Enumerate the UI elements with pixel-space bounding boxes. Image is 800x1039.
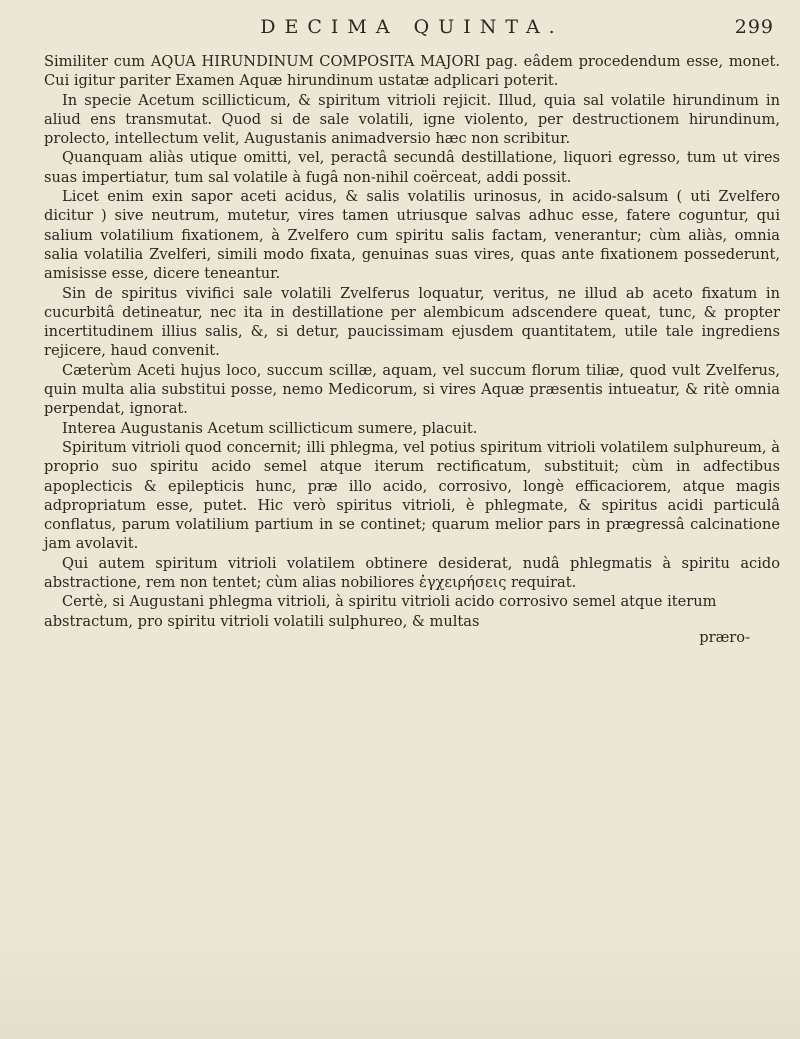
running-head: DECIMA QUINTA. [260,16,564,38]
page-number: 299 [734,16,774,38]
paragraph-4: Licet enim exin sapor aceti acidus, & salis volatilis urinosus, in acido-salsum ( uti Zvelfero dicitur ) sive neutrum, mutetur, vires tamen utriusque salvas adhuc esse, fatere coguntur, qui salium volatilium fixationem, à Zvelfero cum spiritu salis factam, venerantur; cùm aliàs, omnia salia volatilia Zvelferi, simili modo fixata, genuinas suas vires, quas ante fixationem possederunt, amisisse esse, dicere teneantur. [44,188,780,283]
paragraph-5: Sin de spiritus vivifici sale volatili Zvelferus loquatur, veritus, ne illud ab aceto fixatum in cucurbitâ detineatur, nec ita in destillatione per alembicum adscendere queat, tunc, & propter incertitudinem illius salis, &, si detur, paucissimam ejusdem quantitatem, utile tale ingrediens rejicere, haud convenit. [44,284,780,360]
paragraph-7: Interea Augustanis Acetum scillicticum sumere, placuit. [62,419,478,437]
page-header [44,0,780,52]
paragraph-9: Qui autem spiritum vitrioli volatilem obtinere desiderat, nudâ phlegmatis à spiritu acido abstractione, rem non tentet; cùm alias nobiliores ἐγχειρήσεις requirat. [44,554,780,592]
paragraph-8: Spiritum vitrioli quod concernit; illi phlegma, vel potius spiritum vitrioli volatilem sulphureum, à proprio suo spiritu acido semel atque iterum rectificatum, substituit; cùm in adfectibus apoplecticis & epilepticis hunc, præ illo acido, corrosivo, longè efficaciorem, atque magis adpropriatum esse, putet. Hic verò spiritus vitrioli, è phlegmate, & spiritus acidi particulâ conflatus, parum volatilium partium in se continet; quarum melior pars in prægressâ calcinatione jam avolavit. [44,438,780,553]
paragraph-2: In specie Acetum scillicticum, & spiritum vitrioli rejicit. Illud, quia sal volatile hirundinum in aliud ens transmutat. Quod si de sale volatili, igne violento, per destructionem hirundinum, prolecto, intellectum velit, Augustanis animadversio hæc non scribitur. [44,91,780,148]
paragraph-1: Similiter cum AQUA HIRUNDINUM COMPOSITA MAJORI pag. eâdem procedendum esse, monet. Cui igitur pariter Examen Aquæ hirundinum ustatæ adplicari poterit. [44,53,780,90]
body-text [44,52,780,631]
paragraph-6: Cæterùm Aceti hujus loco, succum scillæ, aquam, vel succum florum tiliæ, quod vult Zvelferus, quin multa alia substitui posse, nemo Medicorum, si vires Aquæ præsentis intueatur, & ritè omnia perpendat, ignorat. [44,361,780,418]
paragraph-3: Quanquam aliàs utique omitti, vel, peractâ secundâ destillatione, liquori egresso, tum ut vires suas impertiatur, tum sal volatile à fugâ non-nihil coërceat, addi possit. [44,149,780,186]
catchword: præro- [699,628,750,646]
paragraph-10: Certè, si Augustani phlegma vitrioli, à spiritu vitrioli acido corrosivo semel atque iterum abstractum, pro spiritu vitrioli volatili sulphureo, & multas [44,593,717,630]
page-shadow [0,929,800,1039]
